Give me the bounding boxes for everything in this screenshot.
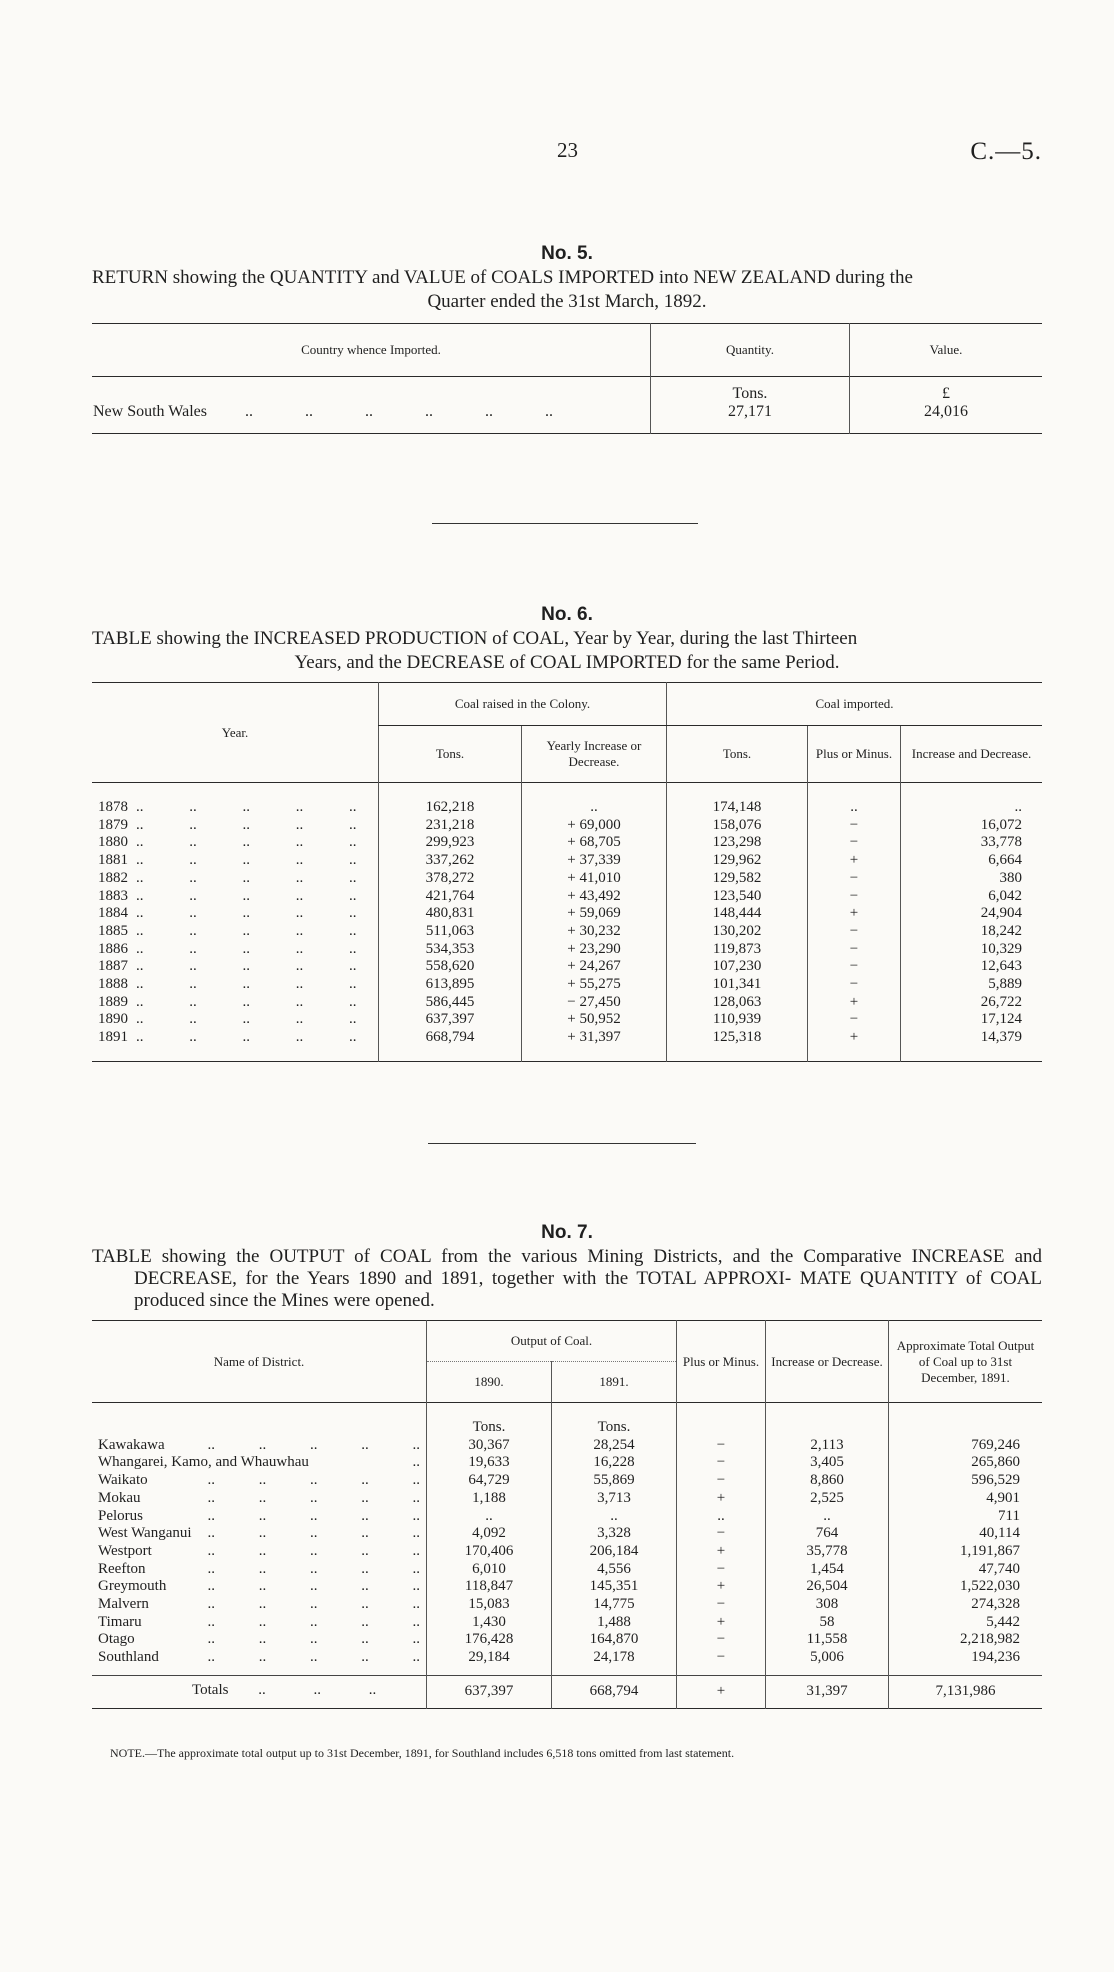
imported-tons: 148,444 xyxy=(667,905,808,923)
row-year: 1880 xyxy=(98,834,128,851)
row-year: 1888 xyxy=(98,976,128,993)
imported-tons: 129,582 xyxy=(667,870,808,888)
yearly-change: + 59,069 xyxy=(522,905,667,923)
increase-decrease: 24,904 xyxy=(901,905,1043,923)
output-1891: 1,488 xyxy=(552,1614,677,1632)
table-row: Southland .. .. .. .. .. 29,184 24,178 − 5,006 194,236 xyxy=(92,1649,1042,1675)
table-no7-section xyxy=(92,1222,1042,1709)
totals-1890: 637,397 xyxy=(427,1675,552,1708)
increase-decrease: 2,525 xyxy=(766,1490,889,1508)
total-output: 4,901 xyxy=(889,1490,1043,1508)
column-header-plus-minus: Plus or Minus. xyxy=(677,1321,766,1403)
output-1890: 1,188 xyxy=(427,1490,552,1508)
plus-minus: + xyxy=(677,1578,766,1596)
row-year: 1881 xyxy=(98,852,128,869)
increase-decrease: 1,454 xyxy=(766,1561,889,1579)
output-1891: .. xyxy=(552,1508,677,1526)
district-name: Malvern xyxy=(98,1596,149,1613)
output-1891: 55,869 xyxy=(552,1472,677,1490)
imported-tons: 110,939 xyxy=(667,1011,808,1029)
output-1891: 16,228 xyxy=(552,1454,677,1472)
district-name: Reefton xyxy=(98,1560,146,1577)
plus-minus: .. xyxy=(677,1508,766,1526)
imported-tons: 129,962 xyxy=(667,852,808,870)
page-number: 23 xyxy=(557,138,578,162)
totals-sign: + xyxy=(677,1675,766,1708)
raised-tons: 480,831 xyxy=(379,905,522,923)
output-1891: 24,178 xyxy=(552,1649,677,1675)
yearly-change: + 30,232 xyxy=(522,923,667,941)
plus-minus: − xyxy=(808,941,901,959)
raised-tons: 421,764 xyxy=(379,888,522,906)
raised-tons: 534,353 xyxy=(379,941,522,959)
plus-minus: − xyxy=(677,1437,766,1455)
raised-tons: 378,272 xyxy=(379,870,522,888)
total-output: 265,860 xyxy=(889,1454,1043,1472)
output-1890: 29,184 xyxy=(427,1649,552,1675)
country-name: New South Wales xyxy=(93,403,207,420)
yearly-change: + 37,339 xyxy=(522,852,667,870)
column-header: Quantity. xyxy=(651,324,850,377)
table-caption-line2: Years, and the DECREASE of COAL IMPORTED for the same Period. xyxy=(294,652,840,673)
output-1890: 170,406 xyxy=(427,1543,552,1561)
column-header-total: Approximate Total Output of Coal up to 31st December, 1891. xyxy=(889,1321,1043,1403)
total-output: 40,114 xyxy=(889,1525,1043,1543)
column-header-district: Name of District. xyxy=(213,1353,305,1369)
table-caption-line2: INCREASE and DECREASE, for the Years 1890 and 1891, together with the TOTAL APPROXI- xyxy=(134,1246,1043,1289)
district-name: Greymouth xyxy=(98,1578,167,1595)
plus-minus: − xyxy=(808,1011,901,1029)
total-output: 1,522,030 xyxy=(889,1578,1043,1596)
totals-row: Totals .. .. .. 637,397 668,794 + 31,397 7,131,986 xyxy=(92,1675,1042,1708)
increase-decrease: 308 xyxy=(766,1596,889,1614)
yearly-change: .. xyxy=(522,783,667,817)
document-reference: C.—5. xyxy=(970,138,1042,165)
table-no5 xyxy=(92,323,1042,434)
district-name: West Wanganui xyxy=(98,1525,192,1542)
output-1890: .. xyxy=(427,1508,552,1526)
raised-tons: 668,794 xyxy=(379,1029,522,1061)
unit-label: £ xyxy=(942,385,950,402)
output-1890: 118,847 xyxy=(427,1578,552,1596)
table-row: Waikato .. .. .. .. .. 64,729 55,869 − 8,860 596,529 xyxy=(92,1472,1042,1490)
table-caption-line1: TABLE showing the INCREASED PRODUCTION of COAL, Year by Year, during the last Thirteen xyxy=(92,628,858,649)
table-row: Otago .. .. .. .. .. 176,428 164,870 − 11,558 2,218,982 xyxy=(92,1631,1042,1649)
plus-minus: − xyxy=(808,976,901,994)
table-row: Malvern .. .. .. .. .. 15,083 14,775 − 308 274,328 xyxy=(92,1596,1042,1614)
raised-tons: 231,218 xyxy=(379,817,522,835)
district-name: Pelorus xyxy=(98,1507,143,1524)
district-name: Mokau xyxy=(98,1489,141,1506)
footnote: NOTE.—The approximate total output up to 31st December, 1891, for Southland includes 6,518 tons omitted from last statement. xyxy=(110,1746,735,1760)
increase-decrease: 11,558 xyxy=(766,1631,889,1649)
units-row xyxy=(92,1403,1042,1437)
table-row: 1885 .. .. .. .. .. 511,063 + 30,232 130,202 − 18,242 xyxy=(92,923,1042,941)
table-row: Kawakawa .. .. .. .. .. 30,367 28,254 − 2,113 769,246 xyxy=(92,1437,1042,1455)
plus-minus: − xyxy=(677,1561,766,1579)
totals-label: Totals xyxy=(192,1681,229,1698)
raised-tons: 613,895 xyxy=(379,976,522,994)
column-header-inc-dec: Increase and Decrease. xyxy=(901,726,1043,783)
district-name: Timaru xyxy=(98,1613,142,1630)
total-output: 194,236 xyxy=(889,1649,1043,1675)
table-row: Reefton .. .. .. .. .. 6,010 4,556 − 1,454 47,740 xyxy=(92,1561,1042,1579)
table-row: 1889 .. .. .. .. .. 586,445 − 27,450 128,063 + 26,722 xyxy=(92,994,1042,1012)
plus-minus: − xyxy=(677,1525,766,1543)
table-number: No. 7. xyxy=(541,1222,593,1243)
table-row: 1878 .. .. .. .. .. 162,218 .. 174,148 .. .. xyxy=(92,783,1042,817)
row-year: 1884 xyxy=(98,905,128,922)
plus-minus: − xyxy=(677,1454,766,1472)
table-row: Mokau .. .. .. .. .. 1,188 3,713 + 2,525 4,901 xyxy=(92,1490,1042,1508)
increase-decrease: 764 xyxy=(766,1525,889,1543)
increase-decrease: 33,778 xyxy=(901,834,1043,852)
page-header xyxy=(0,138,1114,168)
increase-decrease: .. xyxy=(766,1508,889,1526)
table-row: 1886 .. .. .. .. .. 534,353 + 23,290 119,873 − 10,329 xyxy=(92,941,1042,959)
increase-decrease: 8,860 xyxy=(766,1472,889,1490)
total-output: 711 xyxy=(889,1508,1043,1526)
table-row: 1879 .. .. .. .. .. 231,218 + 69,000 158,076 − 16,072 xyxy=(92,817,1042,835)
row-year: 1891 xyxy=(98,1029,128,1046)
imported-tons: 101,341 xyxy=(667,976,808,994)
column-header-raised-tons: Tons. xyxy=(379,726,522,783)
yearly-change: + 24,267 xyxy=(522,958,667,976)
output-1891: 3,328 xyxy=(552,1525,677,1543)
imported-tons: 107,230 xyxy=(667,958,808,976)
imported-tons: 123,540 xyxy=(667,888,808,906)
yearly-change: + 41,010 xyxy=(522,870,667,888)
table-row: West Wanganui .. .. .. .. .. 4,092 3,328 − 764 40,114 xyxy=(92,1525,1042,1543)
increase-decrease: 14,379 xyxy=(901,1029,1043,1061)
totals-diff: 31,397 xyxy=(766,1675,889,1708)
totals-total: 7,131,986 xyxy=(889,1675,1043,1708)
section-divider xyxy=(428,1143,696,1144)
row-year: 1878 xyxy=(98,799,128,815)
output-1890: 4,092 xyxy=(427,1525,552,1543)
plus-minus: − xyxy=(677,1631,766,1649)
table-caption-line1: TABLE showing the OUTPUT of COAL from the various Mining Districts, and the Comparative xyxy=(92,1246,902,1267)
raised-tons: 337,262 xyxy=(379,852,522,870)
table-row: 1883 .. .. .. .. .. 421,764 + 43,492 123,540 − 6,042 xyxy=(92,888,1042,906)
increase-decrease: 2,113 xyxy=(766,1437,889,1455)
increase-decrease: 6,042 xyxy=(901,888,1043,906)
value-value: 24,016 xyxy=(924,403,968,420)
column-header-year: Year. xyxy=(221,724,249,740)
column-header-yearly-change: Yearly Increase or Decrease. xyxy=(522,726,667,783)
yearly-change: + 69,000 xyxy=(522,817,667,835)
plus-minus: − xyxy=(808,888,901,906)
increase-decrease: 16,072 xyxy=(901,817,1043,835)
output-1890: 176,428 xyxy=(427,1631,552,1649)
row-year: 1883 xyxy=(98,887,128,904)
total-output: 274,328 xyxy=(889,1596,1043,1614)
raised-tons: 558,620 xyxy=(379,958,522,976)
output-1891: 206,184 xyxy=(552,1543,677,1561)
output-1891: 4,556 xyxy=(552,1561,677,1579)
column-header-1890: 1890. xyxy=(427,1362,552,1403)
output-1890: 64,729 xyxy=(427,1472,552,1490)
imported-tons: 119,873 xyxy=(667,941,808,959)
section-divider xyxy=(432,523,698,524)
table-row: 1887 .. .. .. .. .. 558,620 + 24,267 107,230 − 12,643 xyxy=(92,958,1042,976)
increase-decrease: .. xyxy=(901,783,1043,817)
increase-decrease: 17,124 xyxy=(901,1011,1043,1029)
column-header-inc-dec: Increase or Decrease. xyxy=(766,1321,889,1403)
table-row: 1884 .. .. .. .. .. 480,831 + 59,069 148,444 + 24,904 xyxy=(92,905,1042,923)
table-row: 1882 .. .. .. .. .. 378,272 + 41,010 129,582 − 380 xyxy=(92,870,1042,888)
yearly-change: + 23,290 xyxy=(522,941,667,959)
table-number: No. 5. xyxy=(541,243,593,264)
increase-decrease: 380 xyxy=(901,870,1043,888)
table-no6-section xyxy=(92,604,1042,1062)
table-row: Greymouth .. .. .. .. .. 118,847 145,351 + 26,504 1,522,030 xyxy=(92,1578,1042,1596)
increase-decrease: 6,664 xyxy=(901,852,1043,870)
row-year: 1886 xyxy=(98,940,128,957)
table-row: 1888 .. .. .. .. .. 613,895 + 55,275 101,341 − 5,889 xyxy=(92,976,1042,994)
total-output: 47,740 xyxy=(889,1561,1043,1579)
column-header: Value. xyxy=(850,324,1043,377)
increase-decrease: 3,405 xyxy=(766,1454,889,1472)
yearly-change: + 43,492 xyxy=(522,888,667,906)
column-header-imported: Coal imported. xyxy=(667,683,1043,726)
table-row: New South Wales .. .. .. .. .. .. Tons. 27,171 £ 24,016 xyxy=(92,377,1042,434)
increase-decrease: 5,006 xyxy=(766,1649,889,1675)
district-name: Whangarei, Kamo, and Whauwhau xyxy=(98,1454,309,1471)
table-row: 1891 .. .. .. .. .. 668,794 + 31,397 125,318 + 14,379 xyxy=(92,1029,1042,1061)
output-1891: 164,870 xyxy=(552,1631,677,1649)
table-no5-section xyxy=(92,243,1042,434)
table-row: 1890 .. .. .. .. .. 637,397 + 50,952 110,939 − 17,124 xyxy=(92,1011,1042,1029)
district-name: Kawakawa xyxy=(98,1436,165,1453)
output-1890: 6,010 xyxy=(427,1561,552,1579)
increase-decrease: 26,722 xyxy=(901,994,1043,1012)
imported-tons: 125,318 xyxy=(667,1029,808,1061)
plus-minus: − xyxy=(677,1649,766,1675)
total-output: 2,218,982 xyxy=(889,1631,1043,1649)
table-no7 xyxy=(92,1320,1042,1709)
increase-decrease: 58 xyxy=(766,1614,889,1632)
imported-tons: 158,076 xyxy=(667,817,808,835)
row-year: 1887 xyxy=(98,958,128,975)
raised-tons: 637,397 xyxy=(379,1011,522,1029)
yearly-change: + 50,952 xyxy=(522,1011,667,1029)
output-1890: 30,367 xyxy=(427,1437,552,1455)
table-caption xyxy=(92,1246,1042,1312)
increase-decrease: 12,643 xyxy=(901,958,1043,976)
imported-tons: 123,298 xyxy=(667,834,808,852)
raised-tons: 511,063 xyxy=(379,923,522,941)
plus-minus: + xyxy=(677,1614,766,1632)
output-1890: 19,633 xyxy=(427,1454,552,1472)
row-year: 1879 xyxy=(98,816,128,833)
output-1891: 14,775 xyxy=(552,1596,677,1614)
plus-minus: − xyxy=(677,1596,766,1614)
column-header-output: Output of Coal. xyxy=(427,1321,677,1362)
yearly-change: + 68,705 xyxy=(522,834,667,852)
table-no6 xyxy=(92,682,1042,1062)
table-caption-line2: Quarter ended the 31st March, 1892. xyxy=(427,291,707,312)
yearly-change: − 27,450 xyxy=(522,994,667,1012)
unit-label: Tons. xyxy=(732,385,768,402)
output-1891: 145,351 xyxy=(552,1578,677,1596)
row-year: 1885 xyxy=(98,922,128,939)
output-1891: 28,254 xyxy=(552,1437,677,1455)
district-name: Otago xyxy=(98,1631,135,1648)
plus-minus: .. xyxy=(808,783,901,817)
total-output: 769,246 xyxy=(889,1437,1043,1455)
plus-minus: + xyxy=(677,1543,766,1561)
plus-minus: − xyxy=(677,1472,766,1490)
plus-minus: + xyxy=(808,1029,901,1061)
output-1890: 15,083 xyxy=(427,1596,552,1614)
table-row: Whangarei, Kamo, and Whauwhau .. 19,633 16,228 − 3,405 265,860 xyxy=(92,1454,1042,1472)
raised-tons: 299,923 xyxy=(379,834,522,852)
row-year: 1889 xyxy=(98,993,128,1010)
total-output: 5,442 xyxy=(889,1614,1043,1632)
imported-tons: 174,148 xyxy=(667,783,808,817)
plus-minus: − xyxy=(808,923,901,941)
unit-label: Tons. xyxy=(427,1403,552,1437)
table-row: 1881 .. .. .. .. .. 337,262 + 37,339 129,962 + 6,664 xyxy=(92,852,1042,870)
increase-decrease: 26,504 xyxy=(766,1578,889,1596)
column-header-plus-minus: Plus or Minus. xyxy=(808,726,901,783)
row-year: 1882 xyxy=(98,869,128,886)
imported-tons: 130,202 xyxy=(667,923,808,941)
table-row: Westport .. .. .. .. .. 170,406 206,184 + 35,778 1,191,867 xyxy=(92,1543,1042,1561)
column-header: Country whence Imported. xyxy=(301,342,441,357)
table-caption-line3: MATE QUANTITY of COAL produced since the Mines were opened. xyxy=(134,1268,1043,1311)
total-output: 1,191,867 xyxy=(889,1543,1043,1561)
plus-minus: − xyxy=(808,834,901,852)
yearly-change: + 55,275 xyxy=(522,976,667,994)
increase-decrease: 10,329 xyxy=(901,941,1043,959)
plus-minus: − xyxy=(808,817,901,835)
increase-decrease: 35,778 xyxy=(766,1543,889,1561)
raised-tons: 162,218 xyxy=(379,783,522,817)
output-1891: 3,713 xyxy=(552,1490,677,1508)
totals-1891: 668,794 xyxy=(552,1675,677,1708)
plus-minus: − xyxy=(808,870,901,888)
raised-tons: 586,445 xyxy=(379,994,522,1012)
column-header-imported-tons: Tons. xyxy=(667,726,808,783)
plus-minus: + xyxy=(808,852,901,870)
plus-minus: + xyxy=(808,994,901,1012)
increase-decrease: 18,242 xyxy=(901,923,1043,941)
district-name: Southland xyxy=(98,1649,159,1666)
table-caption-line1: RETURN showing the QUANTITY and VALUE of COALS IMPORTED into NEW ZEALAND during the xyxy=(92,267,913,288)
table-number: No. 6. xyxy=(541,604,593,625)
district-name: Waikato xyxy=(98,1472,148,1489)
imported-tons: 128,063 xyxy=(667,994,808,1012)
unit-label: Tons. xyxy=(552,1403,677,1437)
plus-minus: + xyxy=(677,1490,766,1508)
column-header-1891: 1891. xyxy=(552,1362,677,1403)
total-output: 596,529 xyxy=(889,1472,1043,1490)
table-row: Timaru .. .. .. .. .. 1,430 1,488 + 58 5,442 xyxy=(92,1614,1042,1632)
plus-minus: + xyxy=(808,905,901,923)
table-row: Pelorus .. .. .. .. .. .. .. .. .. 711 xyxy=(92,1508,1042,1526)
plus-minus: − xyxy=(808,958,901,976)
table-row: 1880 .. .. .. .. .. 299,923 + 68,705 123,298 − 33,778 xyxy=(92,834,1042,852)
yearly-change: + 31,397 xyxy=(522,1029,667,1061)
row-year: 1890 xyxy=(98,1011,128,1028)
column-header-raised: Coal raised in the Colony. xyxy=(379,683,667,726)
quantity-value: 27,171 xyxy=(728,403,772,420)
district-name: Westport xyxy=(98,1542,152,1559)
increase-decrease: 5,889 xyxy=(901,976,1043,994)
output-1890: 1,430 xyxy=(427,1614,552,1632)
